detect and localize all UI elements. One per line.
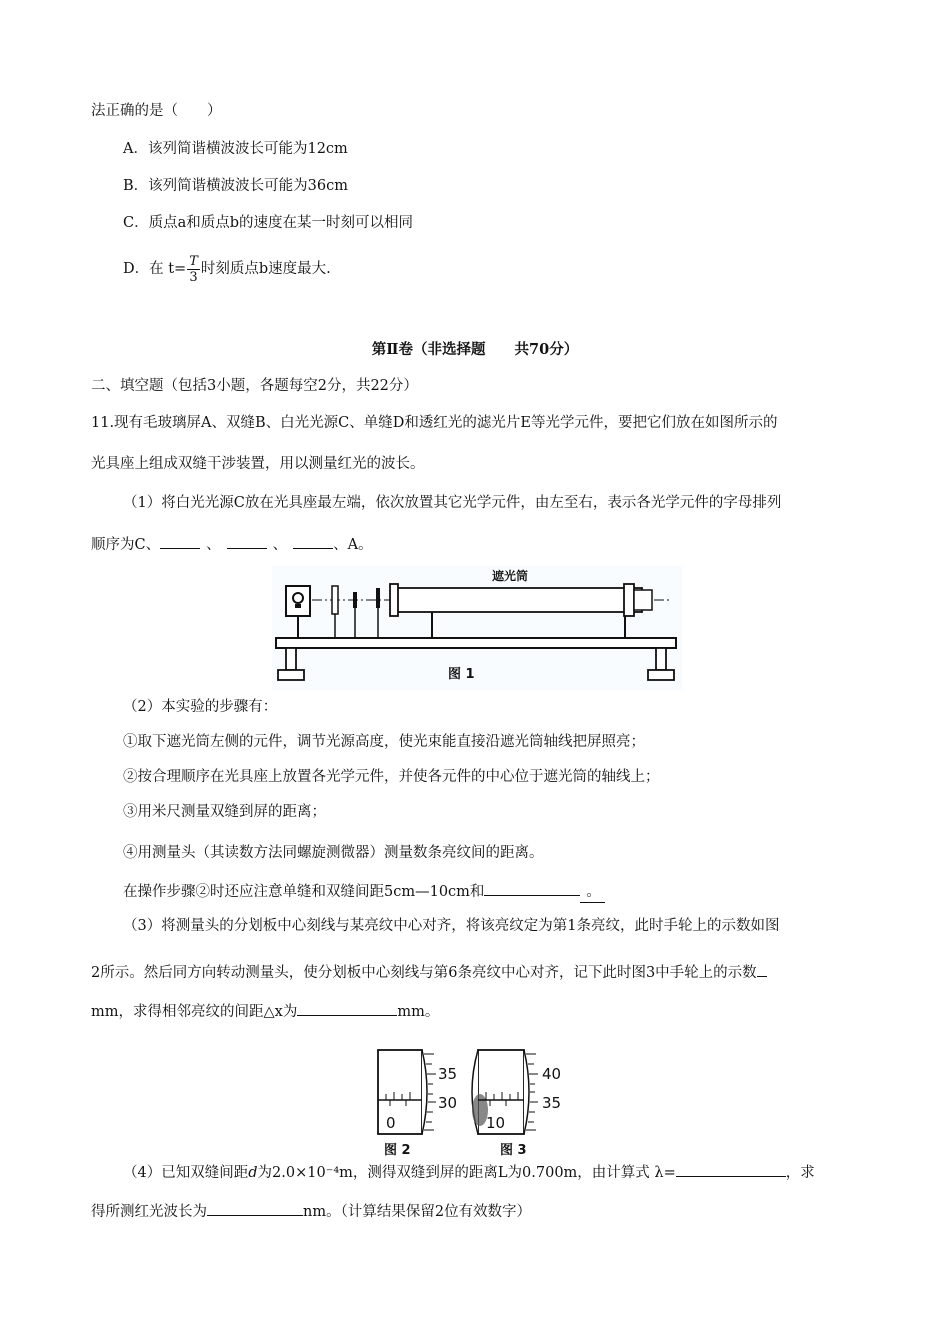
part2-heading: 第Ⅱ卷（非选择题 共70分）	[371, 341, 579, 358]
fraction-t-over-3	[187, 254, 200, 285]
p4-prefix: （4）已知双缝间距	[123, 1165, 249, 1181]
fraction-numerator: T	[189, 253, 198, 269]
fig3-label-35: 35	[542, 1094, 562, 1112]
p4-line2-suffix: nm。（计算结果保留2位有效数字）	[303, 1204, 532, 1220]
answer-blank-3[interactable]	[293, 534, 333, 549]
p2-note-suffix: 。	[580, 882, 605, 903]
answer-blank-2[interactable]	[227, 534, 267, 549]
p3-line3-prefix: mm，求得相邻亮纹的间距△x为	[91, 1004, 298, 1020]
p4-line2-prefix: 得所测红光波长为	[91, 1204, 207, 1220]
fig3-caption: 图 3	[500, 1143, 527, 1158]
fig2-label-35: 35	[438, 1065, 458, 1083]
filter	[332, 586, 338, 614]
answer-blank-7[interactable]	[676, 1162, 786, 1177]
fig1-caption: 图 1	[448, 667, 475, 682]
light-source	[286, 586, 310, 616]
q11-p3-line2	[91, 962, 767, 983]
q11-p4-line1	[123, 1162, 815, 1183]
step-4: ④用测量头（其读数方法同螺旋测微器）测量数条亮纹间的距离。	[123, 845, 544, 861]
micrometer-figure-2	[372, 1042, 472, 1160]
fraction-denominator: 3	[189, 269, 198, 285]
q10-stem: 法正确的是（ ）	[91, 103, 222, 119]
bench-rail	[276, 638, 676, 648]
q11-p2-title: （2）本实验的步骤有：	[123, 699, 278, 715]
q11-intro-2: 光具座上组成双缝干涉装置，用以测量红光的波长。	[91, 456, 425, 472]
step-2: ②按合理顺序在光具座上放置各光学元件，并使各元件的中心位于遮光筒的轴线上；	[123, 769, 660, 785]
p4-end: ，求	[785, 1165, 815, 1181]
q11-intro-1: 11.现有毛玻璃屏A、双缝B、白光光源C、单缝D和透红光的滤光片E等光学元件，要把它们放在如图所示的	[91, 415, 778, 431]
q10-option-c: C．质点a和质点b的速度在某一时刻可以相同	[123, 215, 414, 231]
fig1-title: 遮光筒	[492, 569, 529, 583]
answer-blank-1[interactable]	[160, 534, 200, 549]
step-1: ①取下遮光筒左侧的元件，调节光源高度，使光束能直接沿遮光筒轴线把屏照亮；	[123, 734, 645, 750]
q11-p3-line1: （3）将测量头的分划板中心刻线与某亮纹中心对齐，将该亮纹定为第1条亮纹，此时手轮上的示数如图	[123, 918, 780, 934]
fig2-label-30: 30	[438, 1094, 458, 1112]
answer-blank-5[interactable]	[757, 962, 767, 977]
double-slit	[376, 588, 380, 608]
q11-p1-line1: （1）将白光光源C放在光具座最左端，依次放置其它光学元件，由左至右，表示各光学元件的字母排列	[123, 495, 782, 511]
q11-p2-note	[123, 881, 605, 903]
answer-blank-8[interactable]	[207, 1201, 303, 1216]
fig3-label-10: 10	[486, 1114, 506, 1132]
q10-option-d	[123, 252, 331, 286]
answer-blank-4[interactable]	[484, 881, 580, 896]
fig3-label-40: 40	[542, 1065, 562, 1083]
p1-separator-2: 、	[272, 537, 288, 553]
q10-option-a: A．该列简谐横波波长可能为12cm	[123, 141, 348, 157]
single-slit	[353, 592, 357, 608]
p3-line2-text: 2所示。然后同方向转动测量头，使分划板中心刻线与第6条亮纹中心对齐，记下此时图3中手轮上的示数	[91, 965, 757, 981]
micrometer-figure-3	[464, 1042, 582, 1160]
q11-p3-line3	[91, 1001, 439, 1022]
q11-p1-line2	[91, 534, 373, 555]
step-3: ③用米尺测量双缝到屏的距离；	[123, 804, 326, 820]
q10-option-b: B．该列简谐横波波长可能为36cm	[123, 178, 348, 194]
p4-d-symbol: d	[248, 1165, 258, 1181]
p4-mid: 为2.0×10⁻⁴m，测得双缝到屏的距离L为0.700m，由计算式 λ=	[257, 1165, 676, 1181]
p3-line3-suffix: mm。	[397, 1004, 440, 1020]
shade-tube	[392, 588, 642, 612]
fig2-caption: 图 2	[384, 1143, 411, 1158]
p1-separator-1: 、	[206, 537, 221, 553]
q10-option-d-prefix: D．在 t=	[123, 261, 187, 277]
q10-option-d-suffix: 时刻质点b速度最大.	[200, 261, 331, 277]
p1-prefix: 顺序为C、	[91, 537, 161, 553]
answer-blank-6[interactable]	[297, 1001, 397, 1016]
section-heading: 二、填空题（包括3小题，各题每空2分，共22分）	[91, 378, 418, 394]
p1-separator-3: 、A。	[333, 537, 373, 553]
p2-note-prefix: 在操作步骤②时还应注意单缝和双缝间距5cm—10cm和	[123, 884, 485, 900]
fig2-label-0: 0	[386, 1114, 396, 1132]
optical-bench-figure	[272, 566, 682, 690]
q11-p4-line2	[91, 1201, 531, 1222]
